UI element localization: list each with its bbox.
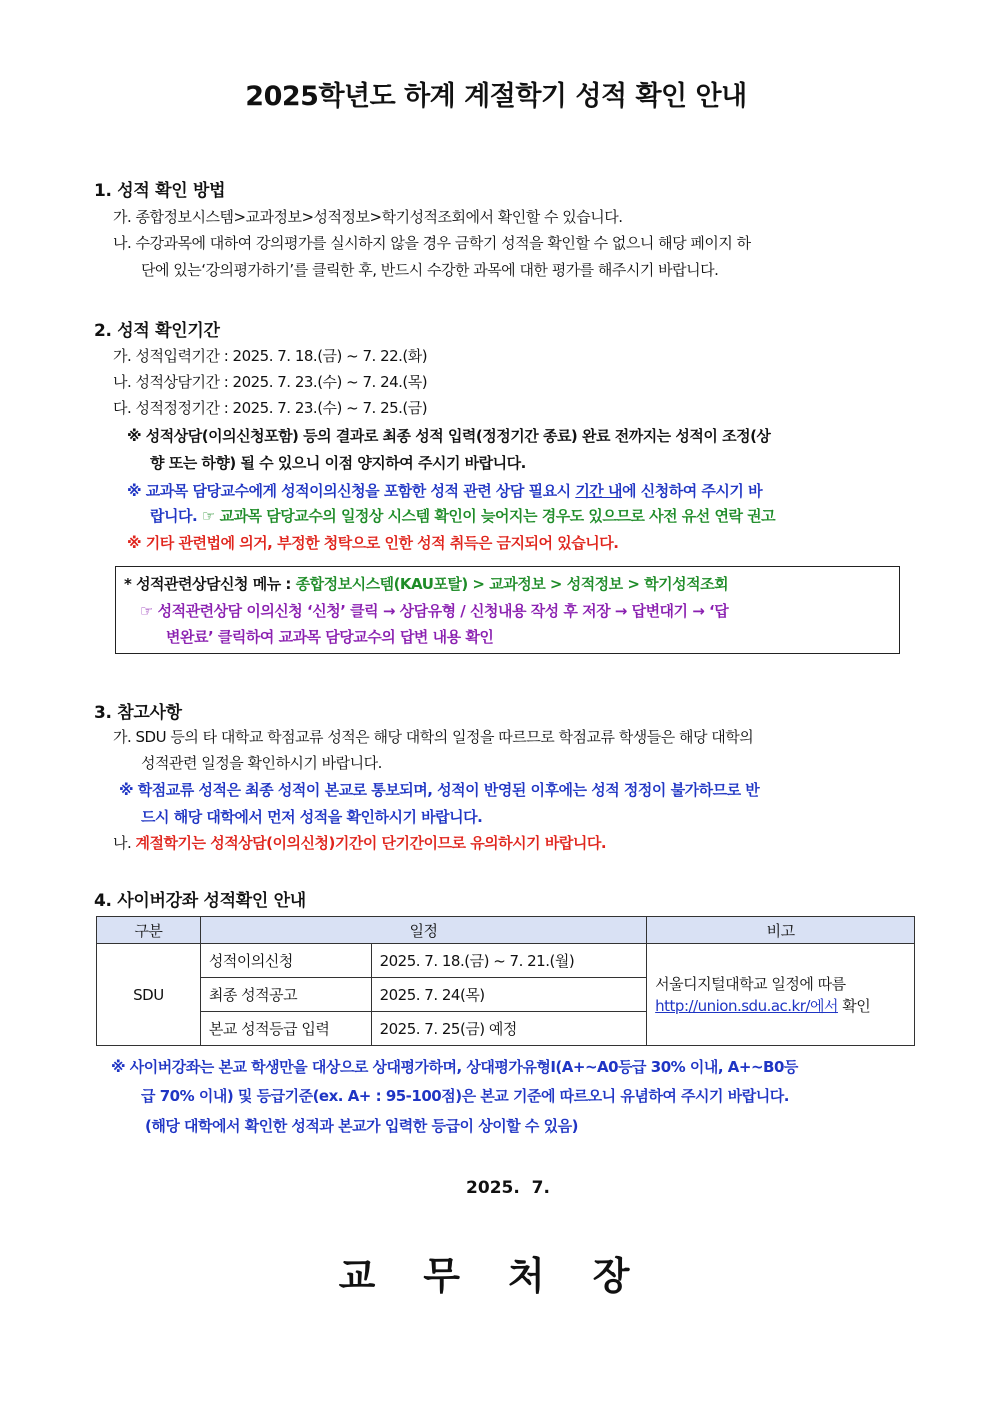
issuer-signature: 교무처장	[338, 1254, 678, 1298]
category-cell: SDU	[97, 944, 201, 1046]
s3-item-ga-line1: 가. SDU 등의 타 대학교 학점교류 성적은 해당 대학의 일정을 따르므로 학점교류 학생들은 해당 대학의	[113, 728, 754, 746]
s1-item-ga: 가. 종합정보시스템>교과정보>성적정보>학기성적조회에서 확인할 수 있습니다.	[113, 208, 623, 226]
s3-note-line2: 드시 해당 대학에서 먼저 성적을 확인하시기 바랍니다.	[141, 808, 483, 826]
s2-note-2-line2	[150, 503, 775, 529]
s3-item-na-prefix: 나.	[113, 834, 136, 852]
s1-item-na-line1: 나. 수강과목에 대하여 강의평가를 실시하지 않을 경우 금학기 성적을 확인할 수 없으니 해당 페이지 하	[113, 234, 751, 252]
s4-footnote-line2: 급 70% 이내) 및 등급기준(ex. A+ : 95-100점)은 본교 기준에 따르오니 유념하여 주시기 바랍니다.	[141, 1087, 789, 1105]
schedule-item: 최종 성적공고	[200, 978, 371, 1012]
note-text: 서울디지털대학교 일정에 따름	[655, 974, 846, 993]
section-3-heading: 3. 참고사항	[94, 703, 182, 723]
note-cell	[647, 944, 915, 1046]
schedule-item: 성적이의신청	[200, 944, 371, 978]
table-row	[97, 944, 915, 978]
issue-date: 2025. 7.	[466, 1178, 550, 1198]
section-1-heading: 1. 성적 확인 방법	[94, 181, 226, 201]
s2-note-2-underlined: 기간 내	[575, 482, 623, 500]
s4-footnote-line3: (해당 대학에서 확인한 성적과 본교가 입력한 등급이 상이할 수 있음)	[145, 1117, 578, 1135]
table-header-row	[97, 917, 915, 944]
box-line-1	[124, 571, 728, 597]
box-line-3: 변완료’ 클릭하여 교과목 담당교수의 답변 내용 확인	[166, 628, 494, 646]
s1-item-na-line2: 단에 있는‘강의평가하기’를 클릭한 후, 반드시 수강한 과목에 대한 평가를 해주시기 바랍니다.	[141, 261, 719, 279]
header-schedule: 일정	[200, 917, 646, 944]
s2-note-1-line2: 향 또는 하향) 될 수 있으니 이점 양지하여 주시기 바랍니다.	[150, 454, 526, 472]
s3-item-na-text: 계절학기는 성적상담(이의신청)기간이 단기간이므로 유의하시기 바랍니다.	[135, 834, 607, 852]
s2-note-2-pre: ※ 교과목 담당교수에게 성적이의신청을 포함한 성적 관련 상담 필요시	[127, 482, 576, 500]
s2-note-2-line1	[127, 478, 762, 504]
schedule-date: 2025. 7. 25(금) 예정	[371, 1012, 647, 1046]
section-4-heading: 4. 사이버강좌 성적확인 안내	[94, 891, 306, 911]
s4-footnote-line1: ※ 사이버강좌는 본교 학생만을 대상으로 상대평가하며, 상대평가유형Ⅰ(A+~A0등급 30% 이내, A+~B0등	[111, 1058, 798, 1076]
s2-item-da: 다. 성적정정기간 : 2025. 7. 23.(수) ~ 7. 25.(금)	[113, 399, 428, 417]
schedule-date: 2025. 7. 24(목)	[371, 978, 647, 1012]
s2-note-2-end: 랍니다.	[150, 507, 202, 525]
header-category: 구분	[97, 917, 201, 944]
s3-item-na	[113, 830, 606, 856]
s2-note-1-line1: ※ 성적상담(이의신청포함) 등의 결과로 최종 성적 입력(정정기간 종료) 완료 전까지는 성적이 조정(상	[127, 427, 771, 445]
note-link-suffix: 확인	[837, 996, 871, 1015]
s3-item-ga-line2: 성적관련 일정을 확인하시기 바랍니다.	[141, 754, 382, 772]
note-link-line	[655, 995, 906, 1017]
s2-note-2-post: 에 신청하여 주시기 바	[622, 482, 763, 500]
schedule-item: 본교 성적등급 입력	[200, 1012, 371, 1046]
s3-note-line1: ※ 학점교류 성적은 최종 성적이 본교로 통보되며, 성적이 반영된 이후에는 성적 정정이 불가하므로 반	[119, 781, 760, 799]
box-line-2: ☞ 성적관련상담 이의신청 ‘신청’ 클릭 → 상담유형 / 신청내용 작성 후 저장 → 답변대기 → ‘답	[140, 602, 729, 620]
s2-note-2-advice: ☞ 교과목 담당교수의 일정상 시스템 확인이 늦어지는 경우도 있으므로 사전 유선 연락 권고	[201, 507, 776, 525]
header-note: 비고	[647, 917, 915, 944]
sdu-union-link[interactable]: http://union.sdu.ac.kr/에서	[655, 996, 838, 1015]
s2-note-3: ※ 기타 관련법에 의거, 부정한 청탁으로 인한 성적 취득은 금지되어 있습니다.	[127, 534, 619, 552]
section-2-heading: 2. 성적 확인기간	[94, 321, 220, 341]
schedule-date: 2025. 7. 18.(금) ~ 7. 21.(월)	[371, 944, 647, 978]
s2-item-na: 나. 성적상담기간 : 2025. 7. 23.(수) ~ 7. 24.(목)	[113, 373, 428, 391]
box-menu-label: * 성적관련상담신청 메뉴 :	[124, 575, 296, 593]
cyber-course-schedule-table	[96, 916, 915, 1046]
s2-item-ga: 가. 성적입력기간 : 2025. 7. 18.(금) ~ 7. 22.(화)	[113, 347, 428, 365]
page-title: 2025학년도 하계 계절학기 성적 확인 안내	[245, 81, 747, 112]
box-menu-path: 종합정보시스템(KAU포탈) > 교과정보 > 성적정보 > 학기성적조회	[295, 575, 729, 593]
